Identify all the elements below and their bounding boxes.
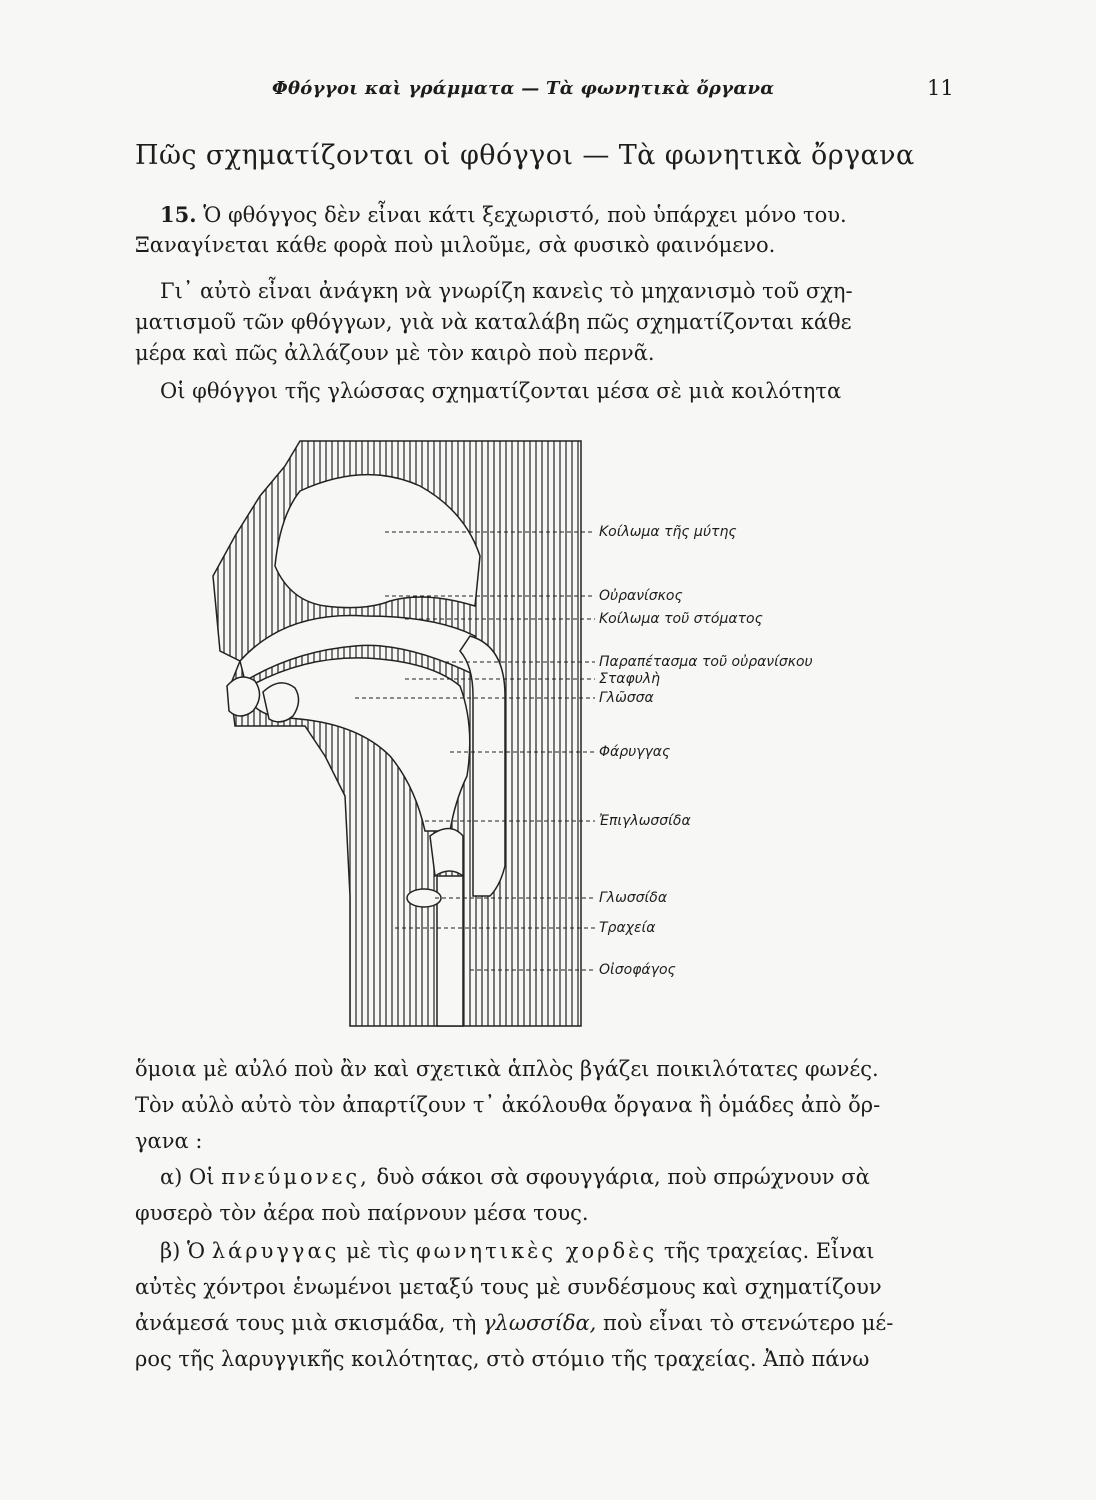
vocal-tract-diagram: [205, 436, 813, 1036]
label-tongue: Γλῶσσα: [599, 690, 654, 706]
paragraph-2-line-2: ματισμοῦ τῶν φθόγγων, γιὰ νὰ καταλάβη πῶς σχηματίζονται κάθε: [135, 310, 852, 334]
paragraph-15-line-2: Ξαναγίνεται κάθε φορὰ ποὺ μιλοῦμε, σὰ φυσικὸ φαινόμενο.: [135, 233, 776, 257]
label-uvula: Σταφυλὴ: [599, 671, 660, 687]
label-epiglottis: Ἐπιγλωσσίδα: [599, 813, 691, 829]
section-title: Πῶς σχηματίζονται οἱ φθόγγοι — Τὰ φωνητικὰ ὄργανα: [135, 140, 915, 171]
term-vocal-cords: φωνητικὲς χορδὲς: [415, 1239, 658, 1263]
list-item-b-mid: μὲ τὶς: [339, 1239, 416, 1263]
paragraph-15-line-1: [160, 199, 980, 231]
running-title: Φθόγγοι καὶ γράμματα — Τὰ φωνητικὰ ὄργανα: [272, 78, 775, 99]
paragraph-2-line-1: Γι᾿ αὐτὸ εἶναι ἀνάγκη νὰ γνωρίζη κανεὶς τὸ μηχανισμὸ τοῦ σχη-: [160, 279, 853, 303]
label-trachea: Τραχεία: [599, 920, 656, 936]
label-pharynx: Φάρυγγας: [599, 744, 671, 760]
label-esophagus: Οἰσοφάγος: [599, 962, 676, 978]
label-palate: Οὐρανίσκος: [599, 588, 683, 604]
label-nasal-cavity: Κοίλωμα τῆς μύτης: [599, 524, 737, 540]
list-item-b-line-4: ρος τῆς λαρυγγικῆς κοιλότητας, στὸ στόμιο τῆς τραχείας. Ἀπὸ πάνω: [135, 1347, 870, 1371]
paragraph-4-line-2: Τὸν αὐλὸ αὐτὸ τὸν ἀπαρτίζουν τ᾿ ἀκόλουθα ὄργανα ἢ ὁμάδες ἀπὸ ὄρ-: [135, 1093, 881, 1117]
term-lungs: πνεύμονες,: [221, 1165, 370, 1189]
page-number: 11: [927, 76, 954, 100]
label-soft-palate: Παραπέτασμα τοῦ οὐρανίσκου: [599, 654, 813, 670]
paragraph-4-line-3: γανα :: [135, 1129, 203, 1153]
paragraph-number: 15.: [160, 202, 197, 227]
list-item-a-line-1: [160, 1162, 980, 1193]
paragraph-2-line-3: μέρα καὶ πῶς ἀλλάζουν μὲ τὸν καιρὸ ποὺ περνᾶ.: [135, 341, 655, 365]
list-item-b-line-3-pre: ἀνάμεσά τους μιὰ σκισμάδα, τὴ: [135, 1311, 483, 1335]
list-item-b-line-2: αὐτὲς χόντροι ἑνωμένοι μεταξύ τους μὲ συνδέσμους καὶ σχηματίζουν: [135, 1275, 882, 1299]
list-item-a-text: δυὸ σάκοι σὰ σφουγγάρια, ποὺ σπρώχνουν σὰ: [369, 1165, 870, 1189]
list-item-b-line-3-post: ποὺ εἶναι τὸ στενώτερο μέ-: [596, 1311, 894, 1335]
term-glottis: γλωσσίδα,: [482, 1311, 597, 1335]
list-item-b-rest: τῆς τραχείας. Εἶναι: [657, 1239, 875, 1263]
paragraph-3-line-1: Οἱ φθόγγοι τῆς γλώσσας σχηματίζονται μέσα σὲ μιὰ κοιλότητα: [160, 379, 842, 403]
paragraph-text: Ὁ φθόγγος δὲν εἶναι κάτι ξεχωριστό, ποὺ ὑπάρχει μόνο του.: [196, 203, 847, 227]
list-item-b-line-3: [135, 1308, 955, 1339]
list-item-b-line-1: [160, 1236, 980, 1267]
list-item-a-prefix: α) Οἱ: [160, 1165, 222, 1189]
label-mouth-cavity: Κοίλωμα τοῦ στόματος: [599, 611, 763, 627]
term-larynx: λάρυγγας: [211, 1239, 340, 1263]
label-glottis: Γλωσσίδα: [599, 890, 668, 906]
list-item-a-line-2: φυσερὸ τὸν ἀέρα ποὺ παίρνουν μέσα τους.: [135, 1201, 589, 1225]
paragraph-4-line-1: ὅμοια μὲ αὐλό ποὺ ἂν καὶ σχετικὰ ἁπλὸς βγάζει ποικιλότατες φωνές.: [135, 1057, 879, 1081]
list-item-b-prefix: β) Ὁ: [160, 1239, 212, 1263]
